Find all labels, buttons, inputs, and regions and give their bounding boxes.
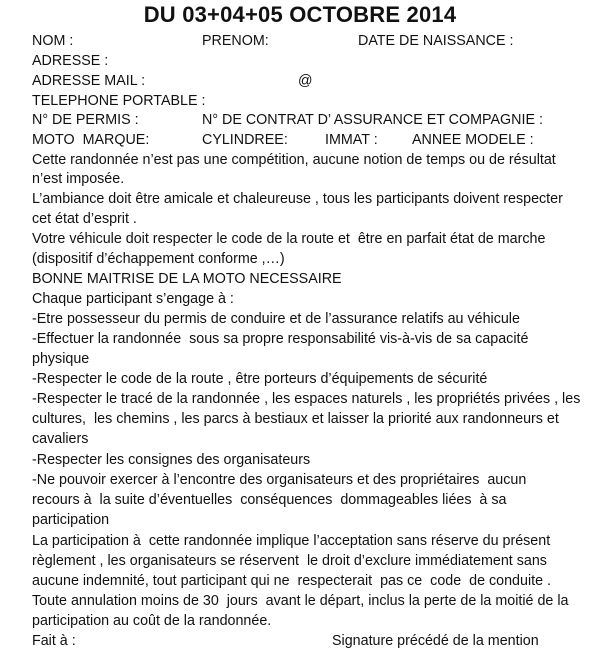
body-line: recours à la suite d’éventuelles conséquences dommageables liées à sa xyxy=(32,492,507,508)
field-permis: N° DE PERMIS : xyxy=(32,112,139,128)
field-immat: IMMAT : xyxy=(325,132,378,148)
field-adresse: ADRESSE : xyxy=(32,53,109,69)
body-line: -Ne pouvoir exercer à l’encontre des organisateurs et des propriétaires aucun xyxy=(32,472,527,488)
field-annee-modele: ANNEE MODELE : xyxy=(412,132,534,148)
field-date-naissance: DATE DE NAISSANCE : xyxy=(358,33,514,49)
field-contrat-assurance: N° DE CONTRAT D’ ASSURANCE ET COMPAGNIE : xyxy=(202,112,543,128)
body-line: cet état d’esprit . xyxy=(32,211,137,227)
body-line: n’est imposée. xyxy=(32,171,125,187)
body-line: (dispositif d’échappement conforme ,…) xyxy=(32,251,285,267)
body-line: cultures, les chemins , les parcs à bestiaux et laisser la priorité aux randonneurs et xyxy=(32,411,559,427)
at-sign: @ xyxy=(298,73,313,89)
body-line: cavaliers xyxy=(32,431,89,447)
body-line: Votre véhicule doit respecter le code de la route et être en parfait état de marche xyxy=(32,231,546,247)
body-line: participation au coût de la randonnée. xyxy=(32,613,272,629)
body-line: -Effectuer la randonnée sous sa propre responsabilité vis-à-vis de sa capacité xyxy=(32,331,529,347)
body-line: -Respecter les consignes des organisateurs xyxy=(32,452,311,468)
body-line: BONNE MAITRISE DE LA MOTO NECESSAIRE xyxy=(32,271,342,287)
body-line: aucune indemnité, tout participant qui ne respecterait pas ce code de conduite . xyxy=(32,573,551,589)
body-line: physique xyxy=(32,351,90,367)
body-line: Toute annulation moins de 30 jours avant le départ, inclus la perte de la moitié de la xyxy=(32,593,569,609)
field-prenom: PRENOM: xyxy=(202,33,269,49)
signature-label: Signature précédé de la mention xyxy=(332,633,539,649)
field-moto-marque: MOTO MARQUE: xyxy=(32,132,150,148)
field-cylindree: CYLINDREE: xyxy=(202,132,288,148)
field-nom: NOM : xyxy=(32,33,74,49)
body-line: -Respecter le code de la route , être porteurs d’équipements de sécurité xyxy=(32,371,488,387)
body-line: Cette randonnée n’est pas une compétition, aucune notion de temps ou de résultat xyxy=(32,152,556,168)
body-line: Chaque participant s’engage à : xyxy=(32,291,234,307)
body-line: L’ambiance doit être amicale et chaleureuse , tous les participants doivent respecter xyxy=(32,191,563,207)
field-fait-a: Fait à : xyxy=(32,633,76,649)
body-line: règlement , les organisateurs se réservent le droit d’exclure immédiatement sans xyxy=(32,553,547,569)
body-line: -Etre possesseur du permis de conduire et de l’assurance relatifs au véhicule xyxy=(32,311,520,327)
body-line: -Respecter le tracé de la randonnée , les espaces naturels , les propriétés privées , les xyxy=(32,391,581,407)
field-adresse-mail: ADRESSE MAIL : xyxy=(32,73,146,89)
body-line: La participation à cette randonnée implique l’acceptation sans réserve du présent xyxy=(32,533,551,549)
body-line: participation xyxy=(32,512,110,528)
document-title: DU 03+04+05 OCTOBRE 2014 xyxy=(143,2,457,27)
field-telephone: TELEPHONE PORTABLE : xyxy=(32,93,206,109)
